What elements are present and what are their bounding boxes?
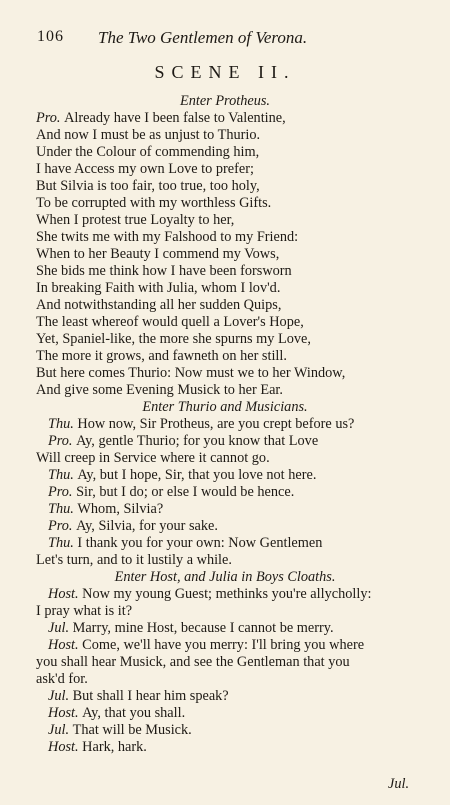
verse-line: [36, 161, 254, 178]
line-text: Ay, that you shall.: [82, 705, 186, 721]
speaker-name: Jul.: [48, 620, 73, 636]
verse-line: [48, 416, 354, 433]
speaker-name: Jul.: [48, 722, 73, 738]
line-text: But shall I hear him speak?: [72, 688, 229, 704]
verse-line: [36, 127, 260, 144]
speaker-name: Pro.: [48, 433, 77, 449]
catchword: Jul.: [388, 776, 410, 792]
verse-line: [48, 518, 218, 535]
speaker-name: Thu.: [48, 467, 78, 483]
line-text: Under the Colour of commending him,: [36, 144, 260, 160]
verse-line: [36, 178, 260, 195]
line-text: Hark, hark.: [82, 739, 147, 755]
line-text: I have Access my own Love to prefer;: [36, 161, 254, 177]
verse-line: [48, 433, 318, 450]
line-text: Ay, Silvia, for your sake.: [76, 518, 218, 534]
line-text: I pray what is it?: [36, 603, 133, 619]
page-number: 106: [37, 28, 64, 45]
line-text: She bids me think how I have been forsworn: [36, 263, 292, 279]
verse-line: [36, 331, 311, 348]
line-text: Whom, Silvia?: [77, 501, 164, 517]
verse-line: [36, 671, 88, 688]
line-text: I thank you for your own: Now Gentlemen: [77, 535, 323, 551]
line-text: When I protest true Loyalty to her,: [36, 212, 235, 228]
speaker-name: Thu.: [48, 416, 78, 432]
line-text: The least whereof would quell a Lover's Hope,: [36, 314, 304, 330]
line-text: Yet, Spaniel-like, the more she spurns my Love,: [36, 331, 311, 347]
speaker-name: Host.: [48, 637, 83, 653]
line-text: Ay, but I hope, Sir, that you love not here.: [77, 467, 317, 483]
verse-line: [36, 297, 281, 314]
line-text: When to her Beauty I commend my Vows,: [36, 246, 280, 262]
stage-direction-text: Enter Protheus.: [179, 93, 270, 109]
verse-line: [36, 552, 232, 569]
speaker-name: Host.: [48, 705, 83, 721]
line-text: But here comes Thurio: Now must we to her Window,: [36, 365, 346, 381]
line-text: you shall hear Musick, and see the Gentleman that you: [36, 654, 350, 670]
line-text: And notwithstanding all her sudden Quips,: [36, 297, 282, 313]
speaker-name: Thu.: [48, 535, 78, 551]
verse-line: [36, 603, 132, 620]
verse-line: [48, 722, 192, 739]
line-text: Now my young Guest; methinks you're allycholly:: [82, 586, 372, 602]
verse-line: [36, 212, 234, 229]
running-title: The Two Gentlemen of Verona.: [98, 28, 308, 47]
verse-line: [36, 314, 304, 331]
speaker-name: Pro.: [48, 518, 77, 534]
verse-line: [36, 450, 270, 467]
speaker-name: Host.: [48, 586, 83, 602]
speaker-name: Pro.: [36, 110, 65, 126]
stage-direction-text: Enter Host, and Julia in Boys Cloaths.: [114, 569, 336, 585]
verse-line: [36, 195, 271, 212]
verse-line: [36, 280, 280, 297]
verse-line: [48, 739, 147, 756]
line-text: How now, Sir Protheus, are you crept before us?: [77, 416, 355, 432]
verse-line: [48, 535, 322, 552]
line-text: ask'd for.: [36, 671, 88, 687]
verse-line: [36, 246, 279, 263]
stage-direction: [0, 93, 450, 110]
verse-line: [36, 365, 345, 382]
line-text: Will creep in Service where it cannot go.: [36, 450, 270, 466]
verse-line: [36, 263, 292, 280]
verse-line: [36, 348, 287, 365]
verse-line: [48, 705, 185, 722]
page-header: [0, 28, 450, 50]
verse-line: [36, 229, 298, 246]
stage-direction: [0, 399, 450, 416]
line-text: That will be Musick.: [72, 722, 192, 738]
line-text: Ay, gentle Thurio; for you know that Love: [76, 433, 319, 449]
verse-line: [48, 620, 334, 637]
line-text: She twits me with my Falshood to my Friend:: [36, 229, 299, 245]
line-text: In breaking Faith with Julia, whom I lov'd.: [36, 280, 281, 296]
stage-direction-text: Enter Thurio and Musicians.: [142, 399, 308, 415]
speaker-name: Jul.: [48, 688, 73, 704]
line-text: And give some Evening Musick to her Ear.: [36, 382, 283, 398]
speaker-name: Pro.: [48, 484, 77, 500]
verse-line: [36, 654, 350, 671]
verse-line: [36, 110, 286, 127]
verse-line: [48, 586, 371, 603]
verse-line: [48, 467, 316, 484]
scene-heading: SCENE II.: [154, 62, 296, 82]
line-text: Come, we'll have you merry: I'll bring you where: [82, 637, 365, 653]
verse-line: [48, 688, 229, 705]
line-text: Already have I been false to Valentine,: [64, 110, 286, 126]
verse-line: [48, 484, 294, 501]
verse-line: [36, 382, 283, 399]
line-text: The more it grows, and fawneth on her still.: [36, 348, 287, 364]
speaker-name: Thu.: [48, 501, 78, 517]
line-text: To be corrupted with my worthless Gifts.: [36, 195, 272, 211]
line-text: Let's turn, and to it lustily a while.: [36, 552, 232, 568]
stage-direction: [0, 569, 450, 586]
line-text: And now I must be as unjust to Thurio.: [36, 127, 261, 143]
speaker-name: Host.: [48, 739, 83, 755]
line-text: Marry, mine Host, because I cannot be merry.: [72, 620, 334, 636]
verse-line: [48, 637, 364, 654]
line-text: But Silvia is too fair, too true, too holy,: [36, 178, 260, 194]
verse-line: [36, 144, 259, 161]
verse-line: [48, 501, 163, 518]
line-text: Sir, but I do; or else I would be hence.: [76, 484, 295, 500]
